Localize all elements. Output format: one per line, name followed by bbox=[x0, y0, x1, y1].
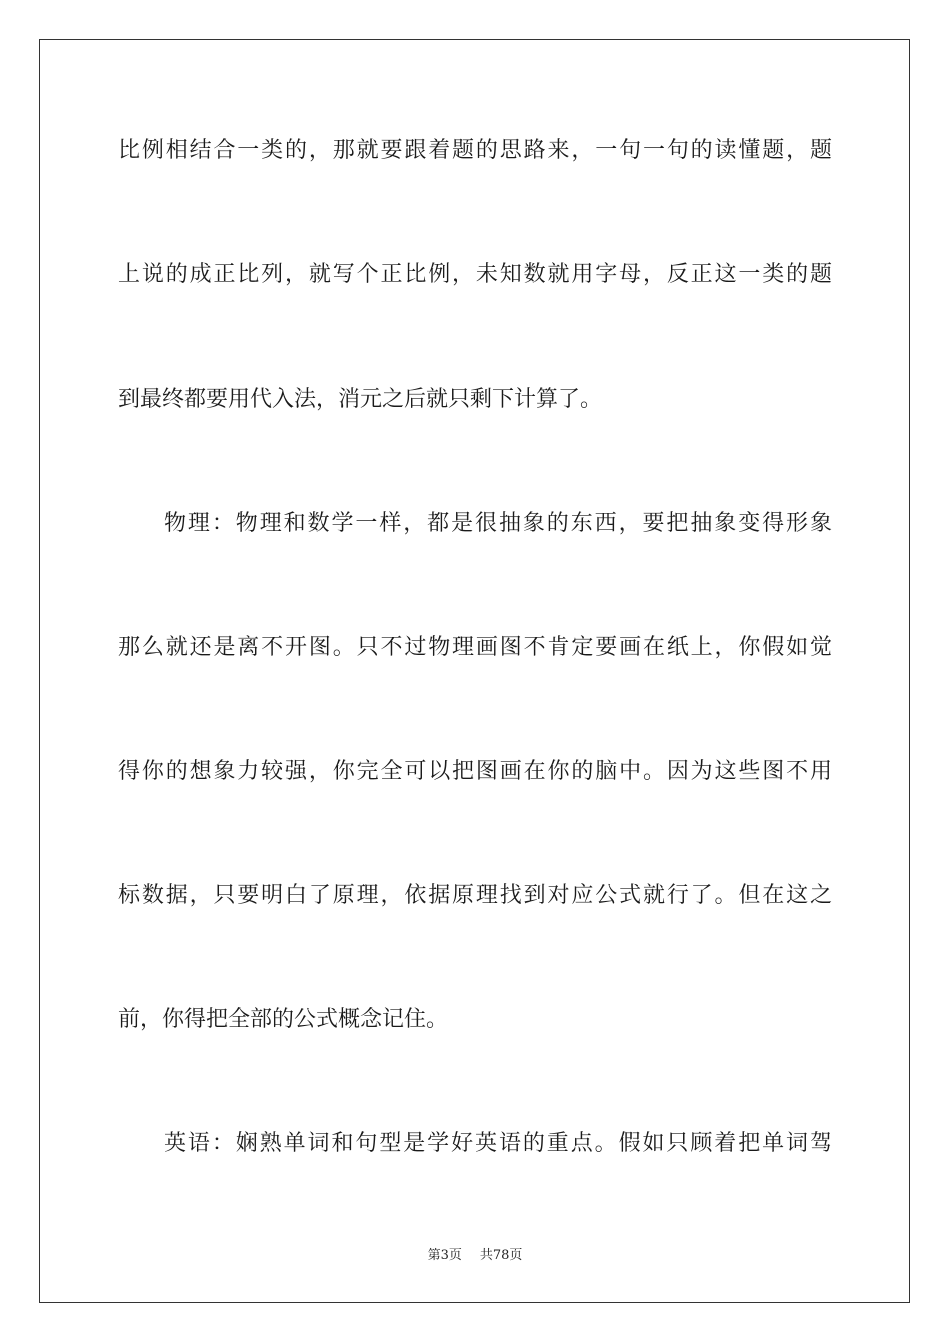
current-page-number: 第3页 bbox=[427, 1248, 462, 1263]
body-text-line: 比例相结合一类的，那就要跟着题的思路来，一句一句的读懂题，题 bbox=[118, 138, 832, 163]
body-text-line: 物理：物理和数学一样，都是很抽象的东西，要把抽象变得形象 bbox=[164, 511, 832, 536]
body-text-line: 得你的想象力较强，你完全可以把图画在你的脑中。因为这些图不用 bbox=[118, 759, 832, 784]
body-text-line: 英语：娴熟单词和句型是学好英语的重点。假如只顾着把单词驾 bbox=[164, 1131, 832, 1156]
page-footer bbox=[0, 1244, 950, 1263]
body-text-line: 标数据，只要明白了原理，依据原理找到对应公式就行了。但在这之 bbox=[118, 883, 832, 908]
body-text-line: 那么就还是离不开图。只不过物理画图不肯定要画在纸上，你假如觉 bbox=[118, 635, 832, 660]
total-page-count: 共78页 bbox=[479, 1248, 523, 1263]
body-text-line: 前，你得把全部的公式概念记住。 bbox=[118, 1007, 449, 1032]
body-text-line: 上说的成正比列，就写个正比例，未知数就用字母，反正这一类的题 bbox=[118, 262, 832, 287]
body-text-line: 到最终都要用代入法，消元之后就只剩下计算了。 bbox=[118, 387, 603, 412]
page-border bbox=[39, 39, 910, 1303]
